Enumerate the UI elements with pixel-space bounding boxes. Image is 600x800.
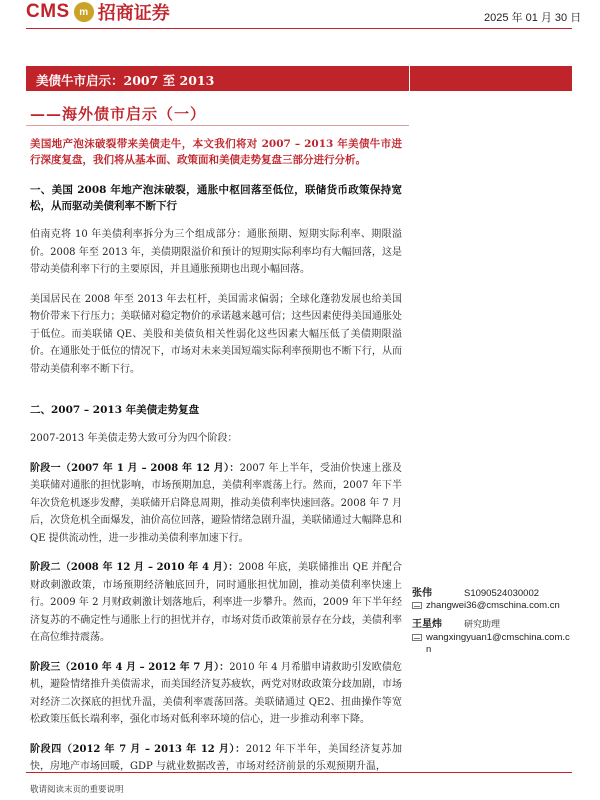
section1-paragraph-2: 美国居民在 2008 年至 2013 年去杠杆，美国需求偏弱；全球化蓬勃发展也给美国物价带来下行压力；美联储对稳定物价的承诺越来越可信；这些因素使得美国通胀处于低位。而美联储 QE、美股和美债负相关性弱化这些因素大幅压低了美债期限溢价。在通胀处于低位的情况下，市场对未来美国短端实际利率预期也不断下行，从而带动美债利率不断下行。: [30, 293, 402, 375]
phase-paragraph: [30, 559, 402, 647]
section1-heading: 一、美国 2008 年地产泡沫破裂，通胀中枢回落至低位，联储货币政策保持宽松，从而驱动美债利率不断下行: [30, 184, 402, 212]
footer-divider: [26, 772, 572, 773]
company-logo: [26, 0, 170, 24]
header-divider: [26, 28, 572, 29]
analyst-email[interactable]: zhangwei36@cmschina.com.cn: [426, 600, 560, 611]
subtitle-divider: [26, 125, 409, 126]
analyst-name: 王星炜: [412, 619, 442, 630]
analyst-row: [412, 618, 577, 632]
phase-text: 2012 年下半年，美国经济复苏加快，房地产市场回暖，GDP 与就业数据改善，市场对经济前景的乐观预期升温，: [30, 743, 402, 772]
analyst-email[interactable]: wangxingyuan1@cmschina.com.c n: [426, 632, 570, 655]
phase-text: 2010 年 4 月希腊申请救助引发欧债危机，避险情绪推升美债需求，而美国经济复苏疲软，两党对财政政策分歧加剧，市场对经济二次探底的担忧升温，美债利率震荡回落。美联储通过 QE2、扭曲操作等宽松政策压低长端利率，强化市场对低利率环境的信心，进一步推动利率下降。: [30, 661, 402, 725]
analyst-email-row: [412, 600, 577, 612]
analyst-info: [412, 587, 577, 662]
main-content: [30, 136, 402, 776]
section2-heading: 二、2007 – 2013 年美债走势复盘: [30, 404, 200, 416]
report-subtitle: ——海外债市启示（一）: [30, 105, 207, 123]
phase-label: 阶段三（2010 年 4 月 – 2012 年 7 月）：: [30, 661, 230, 673]
mail-icon: [412, 602, 422, 609]
logo-badge-icon: m: [74, 2, 94, 22]
mail-icon: [412, 634, 422, 641]
phase-paragraph: [30, 741, 402, 776]
section1-paragraph-1: 伯南克将 10 年美债利率拆分为三个组成部分：通胀预期、短期实际利率、期限溢价。2008 年至 2013 年，美债期限溢价和预计的短期实际利率均有大幅回落，这是带动美债利率下行的主要原因，并且通胀预期也出现小幅回落。: [30, 229, 402, 275]
analyst-email-row: [412, 632, 577, 656]
report-date: 2025 年 01 月 30 日: [484, 12, 582, 24]
analyst-role: 研究助理: [464, 620, 501, 630]
title-band-right: [410, 66, 572, 91]
report-title: 美债牛市启示：2007 至 2013: [36, 73, 215, 88]
analyst-name: 张伟: [412, 588, 432, 599]
phase-paragraph: [30, 460, 402, 548]
phase-label: 阶段二（2008 年 12 月 – 2010 年 4 月）：: [30, 562, 239, 573]
phase-paragraph: [30, 659, 402, 729]
abstract: 美国地产泡沫破裂带来美债走牛，本文我们将对 2007 – 2013 年美债牛市进行深度复盘，我们将从基本面、政策面和美债走势复盘三部分进行分析。: [30, 138, 402, 166]
analyst-id: S1090524030002: [464, 588, 540, 599]
analyst-row: [412, 587, 577, 600]
phase-label: 阶段一（2007 年 1 月 – 2008 年 12 月）：: [30, 462, 240, 474]
logo-text: CMS: [26, 1, 70, 22]
phase-text: 2007 年上半年，受油价快速上涨及美联储对通胀的担忧影响，市场预期加息，美债利率震荡上行。然而，2007 年下半年次贷危机逐步发酵，美联储开启降息周期，推动美债利率快速回落。2008 年 7 月后，次贷危机全面爆发，油价高位回落，避险情绪急剧升温，美联储通过大幅降息和 QE 提供流动性，进一步推动美债利率加速下行。: [30, 462, 402, 544]
logo-chinese-name: 招商证券: [97, 3, 170, 24]
footer-disclaimer: 敬请阅读末页的重要说明: [30, 785, 124, 795]
phase-label: 阶段四（2012 年 7 月 – 2013 年 12 月）：: [30, 743, 246, 755]
section2-intro: 2007-2013 年美债走势大致可分为四个阶段：: [30, 433, 238, 444]
phase-text: 2008 年底，美联储推出 QE 并配合财政刺激政策，市场预期经济触底回升，同时通胀担忧加剧，推动美债利率快速上行。2009 年 2 月财政刺激计划落地后，利率进一步攀升。然而，2009 年下半年经济复苏的不确定性与通胀上行的担忧并存，市场对货币政策前景存在分歧，美债利率在高位维持震荡。: [30, 562, 403, 643]
